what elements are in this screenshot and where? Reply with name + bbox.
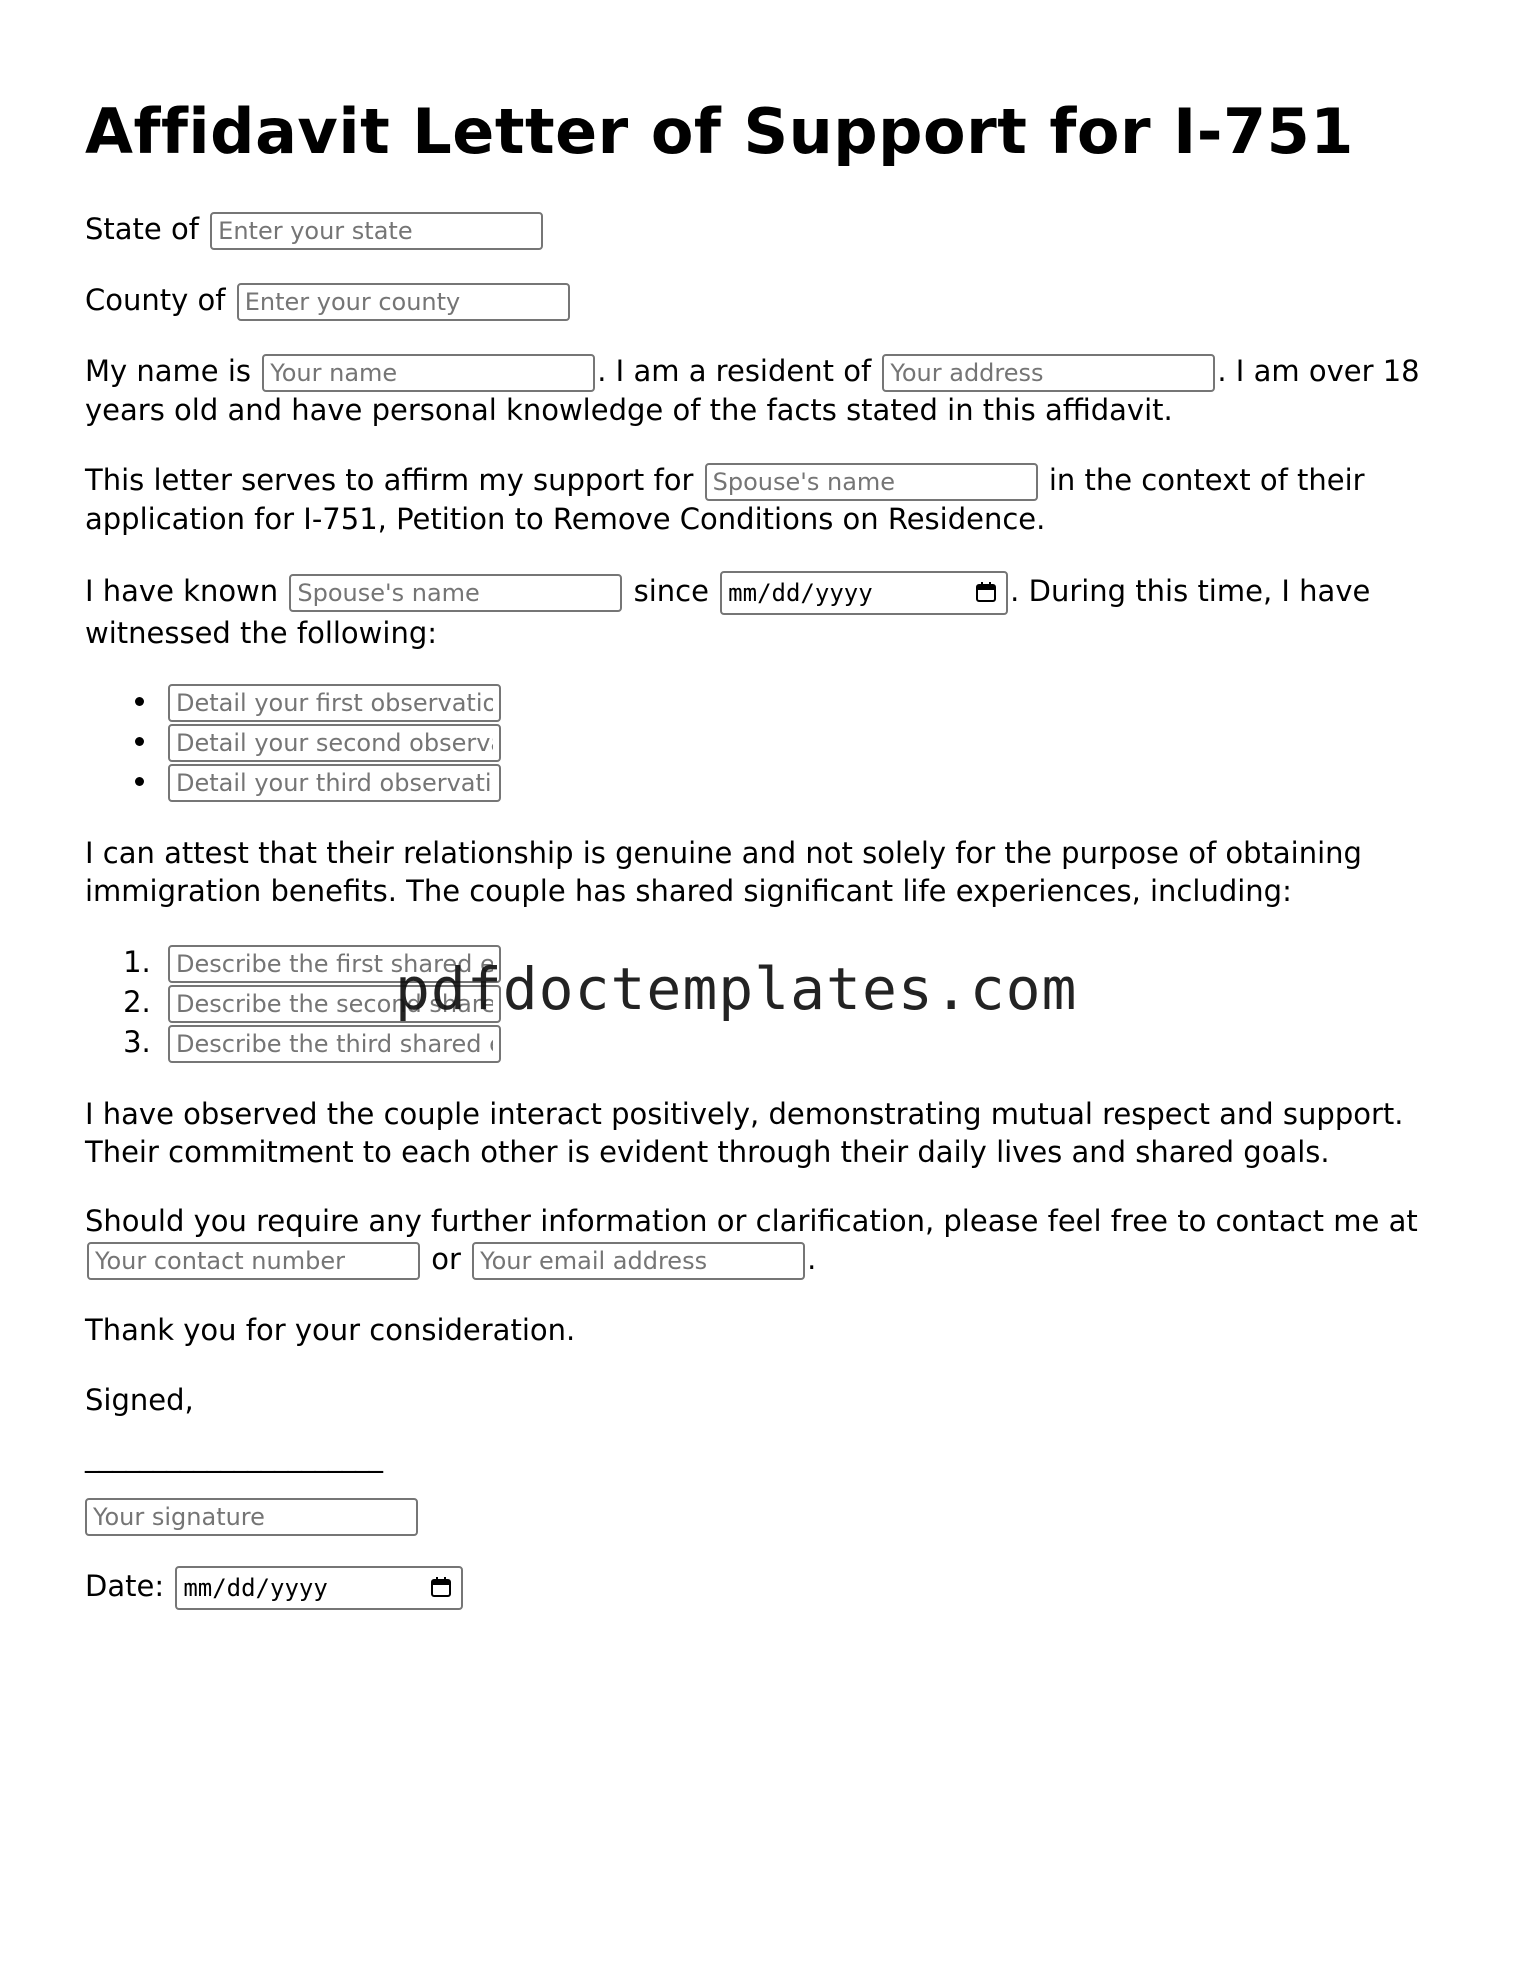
experience-3-input[interactable] [168, 1025, 501, 1063]
known-since-date-input[interactable] [720, 571, 1008, 615]
intro-paragraph [85, 353, 1455, 430]
support-text-1: This letter serves to affirm my support for [85, 463, 694, 498]
known-text-2: since [633, 573, 709, 608]
calendar-icon[interactable] [974, 580, 998, 604]
state-input[interactable] [210, 212, 543, 250]
county-label: County of [85, 283, 226, 318]
date-row [85, 1566, 1455, 1610]
observed-paragraph: I have observed the couple interact positively, demonstrating mutual respect and support. Their commitment to each other is evident through their daily lives and shared goals. [85, 1096, 1404, 1169]
signature-input[interactable] [85, 1498, 418, 1536]
county-input[interactable] [237, 283, 570, 321]
page-title: Affidavit Letter of Support for I-751 [85, 95, 1354, 168]
intro-text-2: . I am a resident of [597, 354, 872, 389]
thanks-text: Thank you for your consideration. [85, 1312, 576, 1347]
known-since-date[interactable] [718, 571, 1010, 615]
observation-2-input[interactable] [168, 724, 501, 762]
county-line [85, 282, 1455, 321]
contact-paragraph [85, 1203, 1455, 1280]
signature-date-placeholder: mm/dd/yyyy [183, 1574, 328, 1603]
state-line [85, 211, 1455, 250]
observation-1-input[interactable] [168, 684, 501, 722]
list-item [160, 1023, 1455, 1062]
signature-date-input[interactable] [175, 1566, 463, 1610]
list-item [160, 943, 1455, 982]
calendar-icon[interactable] [429, 1575, 453, 1599]
email-input[interactable] [472, 1242, 805, 1280]
signature-date[interactable] [173, 1566, 465, 1610]
known-paragraph [85, 571, 1455, 653]
contact-text-3: . [807, 1241, 817, 1276]
support-spouse-input[interactable] [705, 463, 1038, 501]
signature-line: ______________________ [85, 1439, 382, 1474]
attest-paragraph: I can attest that their relationship is genuine and not solely for the purpose of obtaining immigration benefits. The couple has shared significant life experiences, including: [85, 836, 1362, 909]
address-input[interactable] [882, 354, 1215, 392]
name-input[interactable] [262, 354, 595, 392]
experience-2-input[interactable] [168, 985, 501, 1023]
date-label: Date: [85, 1569, 165, 1604]
signed-label: Signed, [85, 1382, 194, 1417]
contact-number-input[interactable] [87, 1242, 420, 1280]
state-label: State of [85, 212, 199, 247]
list-item [160, 722, 1455, 761]
support-paragraph [85, 462, 1455, 539]
support-text-2: in the context of their application for I-751, Petition to Remove Conditions on Residence. [85, 463, 1365, 537]
known-text-3: . During this time, I have witnessed the following: [85, 573, 1371, 650]
known-spouse-input[interactable] [289, 574, 622, 612]
experiences-list [85, 943, 1455, 1062]
observations-list [85, 682, 1455, 801]
known-date-placeholder: mm/dd/yyyy [728, 578, 873, 607]
list-item [160, 762, 1455, 801]
intro-text-1: My name is [85, 354, 252, 389]
observation-3-input[interactable] [168, 764, 501, 802]
experience-1-input[interactable] [168, 945, 501, 983]
known-text-1: I have known [85, 573, 279, 608]
contact-text-1: Should you require any further information or clarification, please feel free to contact me at [85, 1204, 1418, 1239]
intro-text-3: . I am over 18 years old and have personal knowledge of the facts stated in this affidavit. [85, 354, 1420, 428]
contact-text-2: or [431, 1241, 461, 1276]
list-item [160, 983, 1455, 1022]
signature-row [85, 1497, 1455, 1536]
list-item [160, 682, 1455, 721]
affidavit-document [85, 95, 1455, 1642]
watermark: pdfdoctemplates.com [395, 955, 1078, 1023]
